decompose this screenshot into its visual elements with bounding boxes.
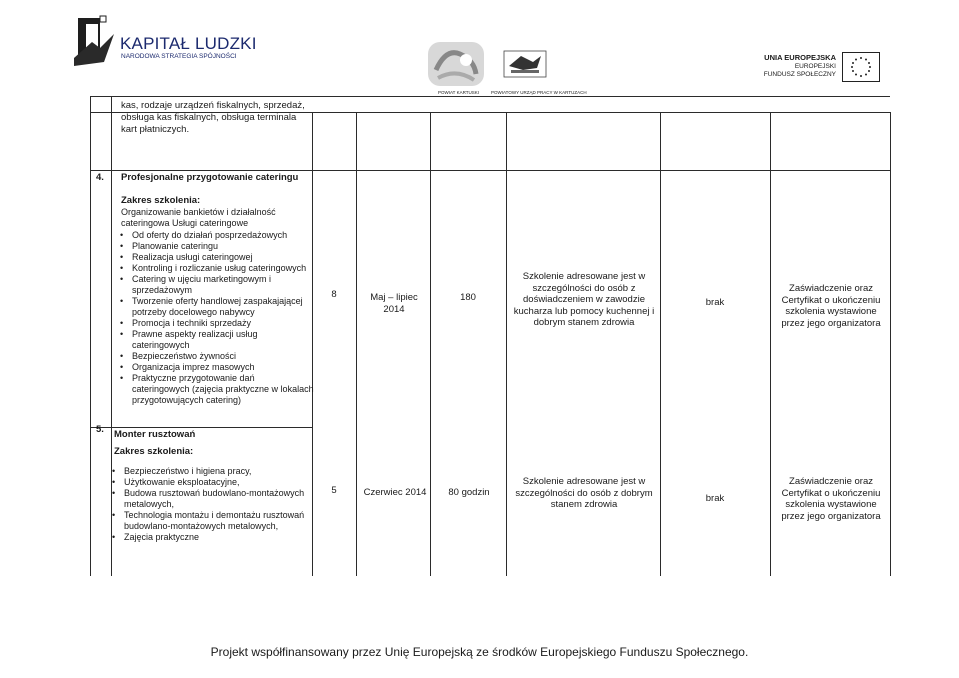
powiatowy-urzad-pracy-caption: POWIATOWY URZĄD PRACY W KARTUZACH — [491, 90, 587, 95]
row-5-topic-list — [104, 466, 306, 543]
list-item: • Catering w ujęciu marketingowym i sprzedażowym — [124, 274, 314, 296]
eu-flag-icon — [842, 52, 880, 82]
list-item: • Technologia montażu i demontażu rusztowań budowlano-montażowych metalowych, — [116, 510, 306, 532]
list-item: • Użytkowanie eksploatacyjne, — [116, 477, 306, 488]
row-4-hours: 180 — [460, 292, 476, 303]
row-4-cost: brak — [705, 297, 725, 308]
kapital-ludzki-title: KAPITAŁ LUDZKI — [120, 34, 257, 53]
row-4-participants: 8 — [331, 289, 337, 300]
row-4-topic-list — [112, 230, 314, 406]
row-5-scope-label: Zakres szkolenia: — [114, 446, 194, 457]
list-item: • Realizacja usługi cateringowej — [124, 252, 314, 263]
list-item: • Bezpieczeństwo żywności — [124, 351, 314, 362]
list-item: • Budowa rusztowań budowlano-montażowych metalowych, — [116, 488, 306, 510]
row-5-number: 5. — [96, 424, 104, 435]
list-item: • Organizacja imprez masowych — [124, 362, 314, 373]
list-item: • Kontroling i rozliczanie usług cateringowych — [124, 263, 314, 274]
list-item: • Prawne aspekty realizacji usług cateringowych — [124, 329, 314, 351]
row-5-certificate: Zaświadczenie oraz Certyfikat o ukończeniu szkolenia wystawione przez jego organizatora — [781, 476, 881, 522]
kapital-ludzki-logo — [74, 14, 114, 70]
row-4-number: 4. — [96, 172, 104, 183]
list-item: • Zajęcia praktyczne — [116, 532, 306, 543]
row-5-title: Monter rusztowań — [114, 429, 196, 440]
row-4-certificate: Zaświadczenie oraz Certyfikat o ukończeniu szkolenia wystawione przez jego organizatora — [781, 283, 881, 329]
powiat-kartuski-caption: POWIAT KARTUSKI — [438, 90, 480, 95]
list-item: • Bezpieczeństwo i higiena pracy, — [116, 466, 306, 477]
list-item: • Od oferty do działań posprzedażowych — [124, 230, 314, 241]
list-item: • Promocja i techniki sprzedaży — [124, 318, 314, 329]
row-5-date: Czerwiec 2014 — [363, 487, 427, 498]
footer-cofinancing-note: Projekt współfinansowany przez Unię Europejską ze środków Europejskiego Funduszu Społecznego. — [210, 645, 749, 659]
powiatowy-urzad-pracy-logo — [503, 50, 547, 78]
row-5-participants: 5 — [331, 485, 337, 496]
row-4-scope-label: Zakres szkolenia: — [121, 195, 201, 206]
row-5-trainer-requirements: Szkolenie adresowane jest w szczególności do osób z dobrym stanem zdrowia — [515, 476, 653, 510]
row-4-title: Profesjonalne przygotowanie cateringu — [121, 172, 299, 183]
kapital-ludzki-subtitle: NARODOWA STRATEGIA SPÓJNOŚCI — [121, 53, 237, 60]
list-item: • Tworzenie oferty handlowej zaspakajającej potrzeby docelowego nabywcy — [124, 296, 314, 318]
row-4-intro: Organizowanie bankietów i działalność cateringowa Usługi cateringowe — [121, 207, 276, 228]
row-4-date: Maj – lipiec 2014 — [370, 292, 418, 315]
list-item: • Planowanie cateringu — [124, 241, 314, 252]
row-5-cost: brak — [705, 493, 725, 504]
eu-title: UNIA EUROPEJSKA — [764, 53, 836, 62]
list-item: • Praktyczne przygotowanie dań cateringowych (zajęcia praktyczne w lokalach przygotowujących catering) — [124, 373, 314, 406]
eu-subtitle-1: EUROPEJSKI — [794, 63, 836, 70]
powiat-kartuski-logo — [426, 40, 486, 88]
row-4-trainer-requirements: Szkolenie adresowane jest w szczególności do osób z doświadczeniem w zawodzie kucharza lub pomocy kuchennej i dobrym stanem zdrowia — [513, 271, 655, 328]
eu-subtitle-2: FUNDUSZ SPOŁECZNY — [763, 71, 836, 78]
continuation-text: kas, rodzaje urządzeń fiskalnych, sprzedaż, obsługa kas fiskalnych, obsługa terminala kart płatniczych. — [121, 100, 305, 135]
row-5-hours: 80 godzin — [448, 487, 490, 498]
